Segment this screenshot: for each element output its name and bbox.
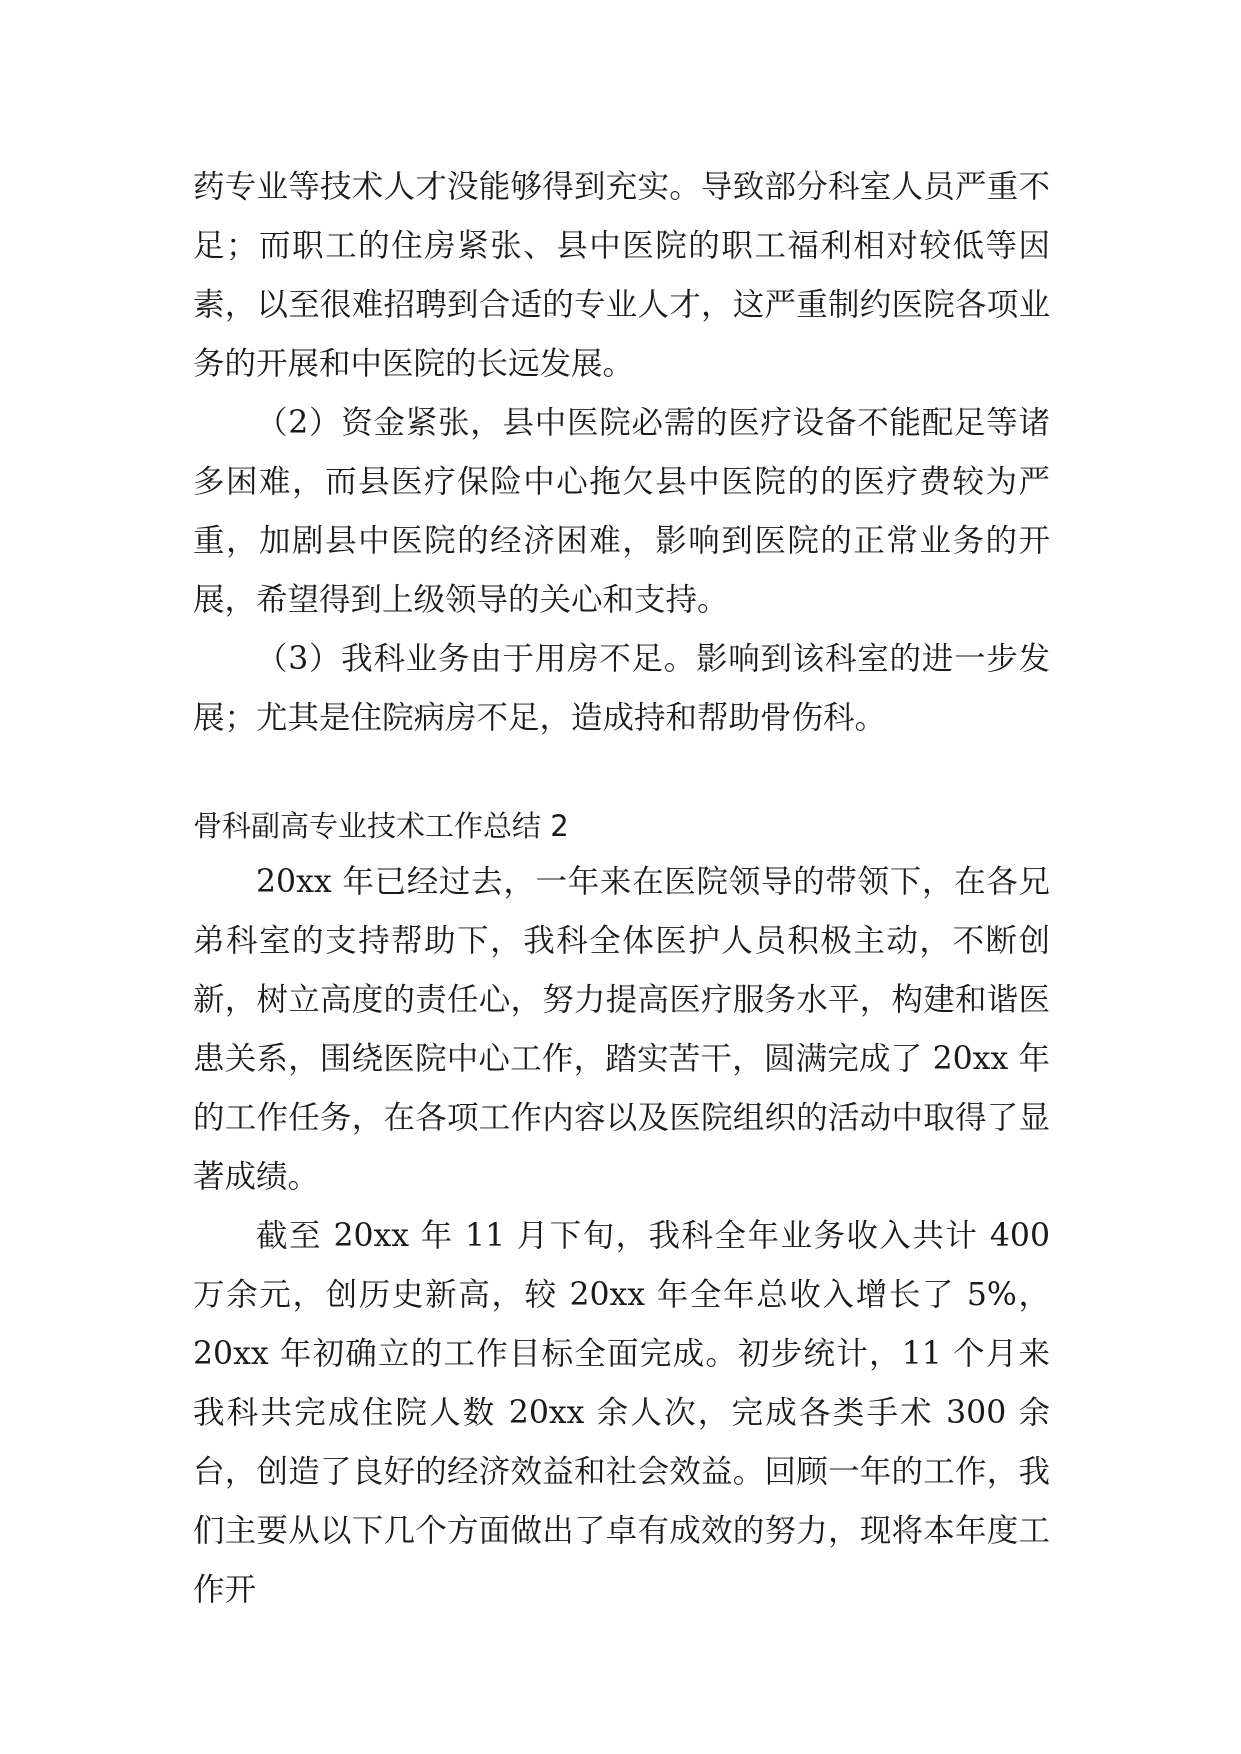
- section-one-body: [193, 158, 1050, 748]
- paragraph-year-review: 20xx 年已经过去，一年来在医院领导的带领下，在各兄弟科室的支持帮助下，我科全体医护人员积极主动，不断创新，树立高度的责任心，努力提高医疗服务水平，构建和谐医患关系，围绕医院中心工作，踏实苦干，圆满完成了 20xx 年的工作任务，在各项工作内容以及医院组织的活动中取得了显著成绩。: [193, 864, 1050, 1195]
- paragraph-space-shortage: （3）我科业务由于用房不足。影响到该科室的进一步发展；尤其是住院病房不足，造成持和帮助骨伤科。: [193, 641, 1050, 736]
- section-two-body: [193, 853, 1050, 1620]
- paragraph-staffing-shortage: 药专业等技术人才没能够得到充实。导致部分科室人员严重不足；而职工的住房紧张、县中医院的职工福利相对较低等因素，以至很难招聘到合适的专业人才，这严重制约医院各项业务的开展和中医院的长远发展。: [193, 169, 1050, 382]
- section-heading: 骨科副高专业技术工作总结 2: [193, 809, 569, 843]
- paragraph-statistics: 截至 20xx 年 11 月下旬，我科全年业务收入共计 400 万余元，创历史新高，较 20xx 年全年总收入增长了 5%，20xx 年初确立的工作目标全面完成。初步统计，11 个月来我科共完成住院人数 20xx 余人次，完成各类手术 300 余台，创造了良好的经济效益和社会效益。回顾一年的工作，我们主要从以下几个方面做出了卓有成效的努力，现将本年度工作开: [193, 1218, 1050, 1608]
- paragraph-funding-shortage: （2）资金紧张，县中医院必需的医疗设备不能配足等诸多困难，而县医疗保险中心拖欠县中医院的的医疗费较为严重，加剧县中医院的经济困难，影响到医院的正常业务的开展，希望得到上级领导的关心和支持。: [193, 405, 1050, 618]
